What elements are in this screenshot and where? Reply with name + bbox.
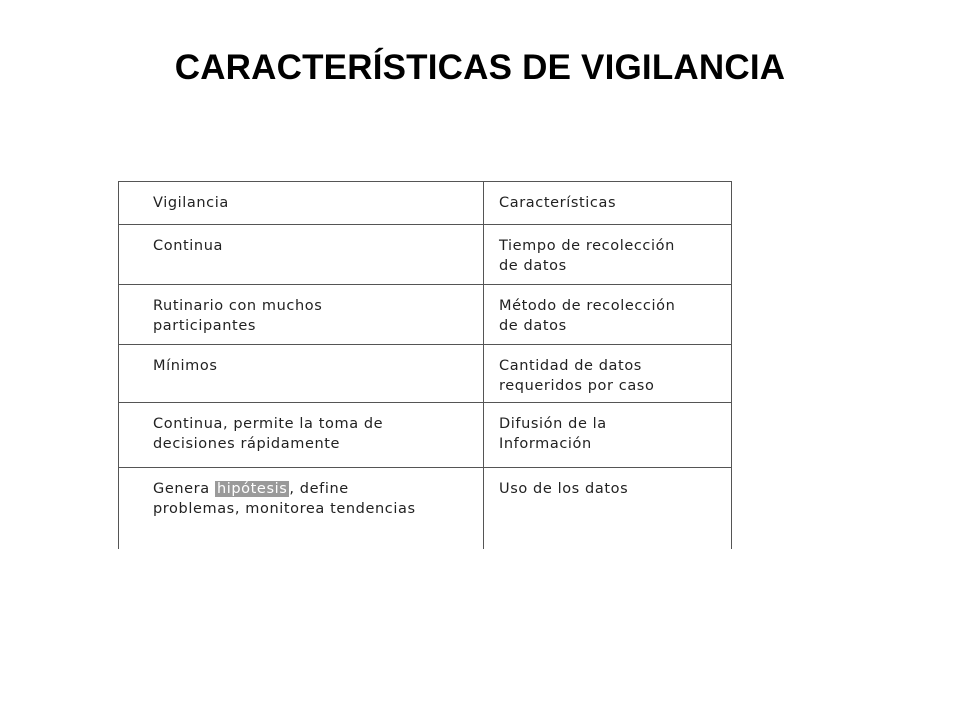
cell-caracteristica [484,225,732,285]
cell-line: decisiones rápidamente [153,436,341,452]
table-row [119,285,732,345]
cell-line: participantes [153,318,257,334]
cell-line: Rutinario con muchos [153,298,323,314]
table-header-row [119,182,732,225]
cell-line: Continua, permite la toma de [153,416,384,432]
cell-text-after: , define [289,481,349,497]
table-row [119,403,732,468]
table-row [119,345,732,403]
cell-line: problemas, monitorea tendencias [153,501,416,517]
table-row [119,225,732,285]
cell-line: Información [499,436,592,452]
slide-title: CARACTERÍSTICAS DE VIGILANCIA [174,48,786,87]
table-row [119,468,732,549]
cell-caracteristica [484,403,732,468]
cell-line: de datos [499,318,567,334]
cell-vigilancia [119,285,484,345]
cell-caracteristica [484,468,732,549]
cell-line: Difusión de la [499,416,607,432]
characteristics-table [118,181,732,549]
header-vigilancia: Vigilancia [119,182,484,225]
cell-vigilancia [119,468,484,549]
cell-line: Cantidad de datos [499,358,642,374]
cell-line: Uso de los datos [499,481,629,497]
cell-text-before: Genera [153,481,215,497]
cell-vigilancia [119,225,484,285]
cell-caracteristica [484,345,732,403]
cell-vigilancia [119,345,484,403]
cell-caracteristica [484,285,732,345]
cell-line: de datos [499,258,567,274]
cell-line: Tiempo de recolección [499,238,675,254]
surveillance-table [118,181,676,548]
cell-line: Método de recolección [499,298,676,314]
cell-line: Continua [153,238,223,254]
cell-vigilancia [119,403,484,468]
header-caracteristicas: Características [484,182,732,225]
cell-line: requeridos por caso [499,378,655,394]
cell-line: Mínimos [153,358,218,374]
highlighted-word: hipótesis [216,481,288,497]
